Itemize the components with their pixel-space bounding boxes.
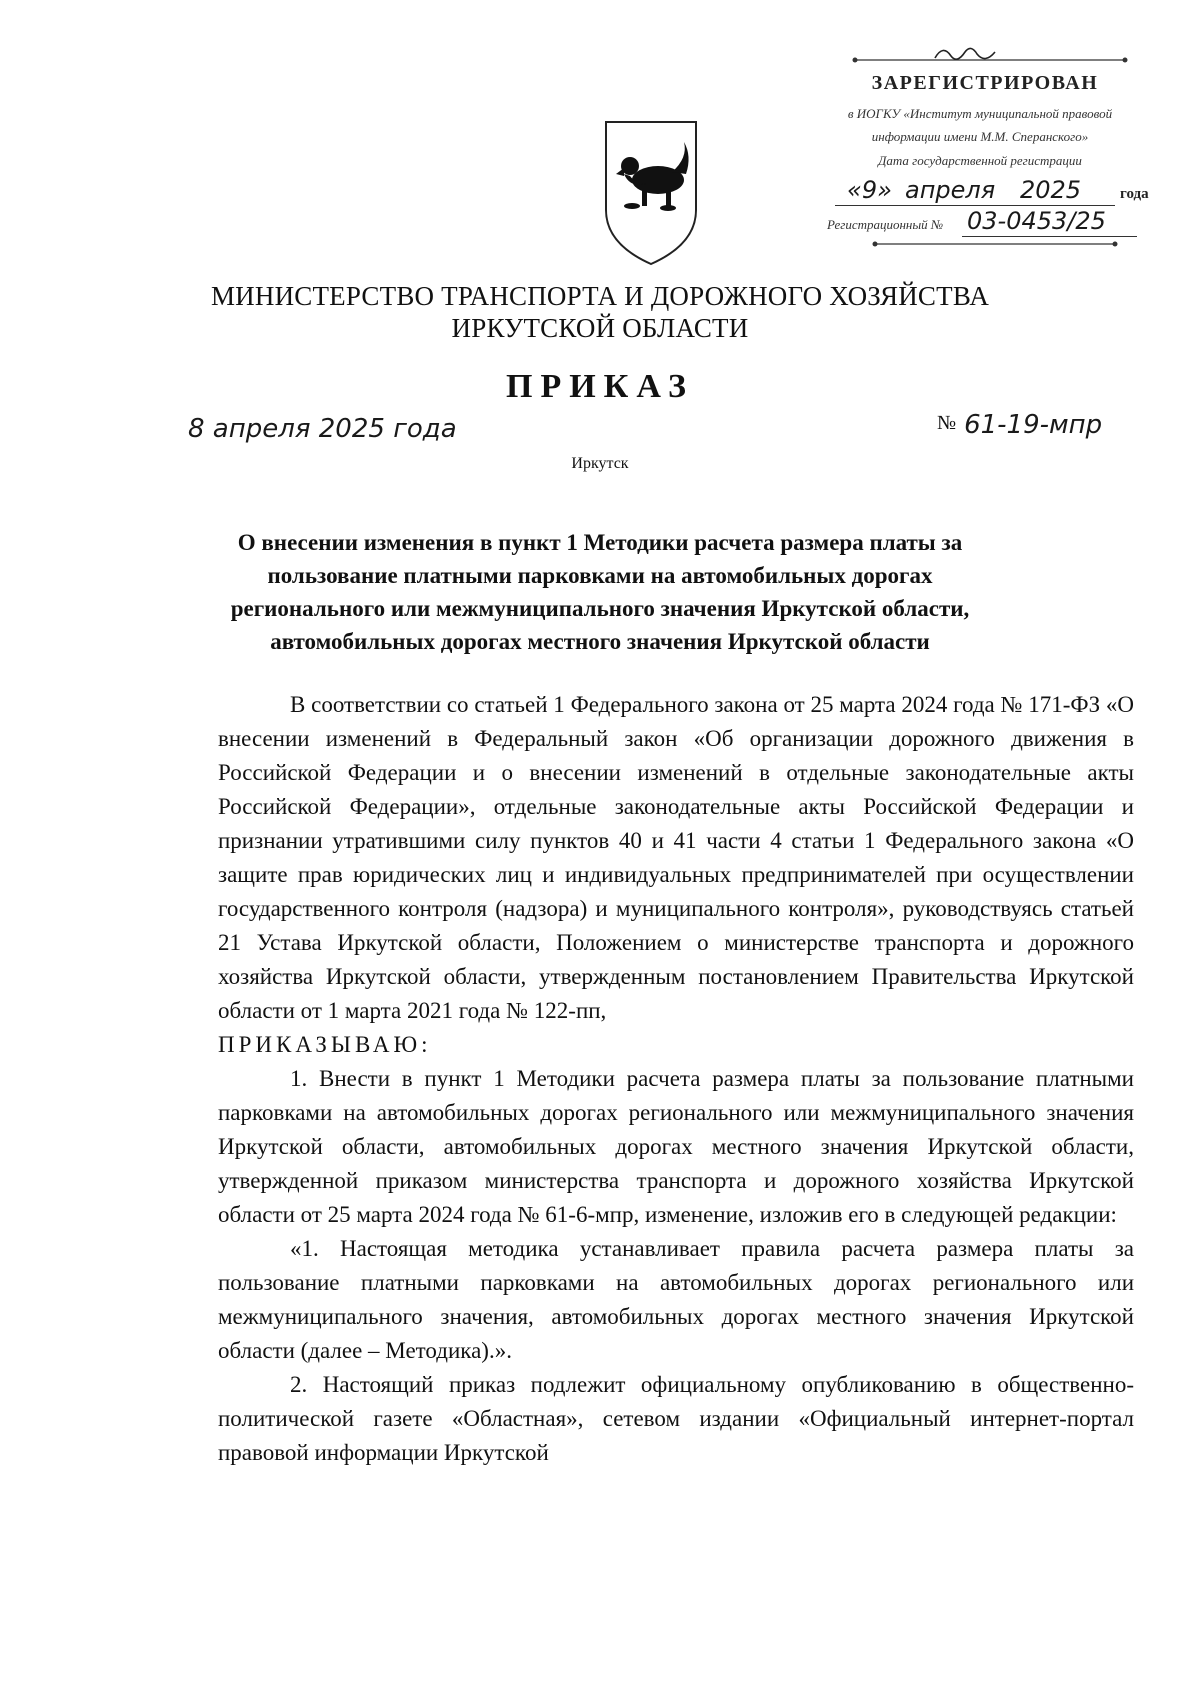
coat-of-arms-emblem xyxy=(602,118,700,266)
subject-line-4: автомобильных дорогах местного значения Иркутской области xyxy=(270,629,930,654)
stamp-date-year: 2025 xyxy=(1020,176,1082,204)
item-1-quote-paragraph: «1. Настоящая методика устанавливает правила расчета размера платы за пользование платными парковками на автомобильных дорогах регионального или межмуниципального значения, автомобильных дорогах местного значения Иркутской области (далее – Методика).». xyxy=(218,1236,1134,1363)
ministry-name xyxy=(0,280,1200,344)
item-1-paragraph: 1. Внести в пункт 1 Методики расчета размера платы за пользование платными парковками на автомобильных дорогах регионального или межмуниципального значения Иркутской области, автомобильных дорогах местного значения Иркутской области, утвержденной приказом министерства транспорта и дорожного хозяйства Иркутской области от 25 марта 2024 года № 61-6-мпр, изменение, изложив его в следующей редакции: xyxy=(218,1066,1134,1227)
stamp-institute-name: информации имени М.М. Сперанского» xyxy=(871,129,1089,144)
stamp-registration-date-label: Дата государственной регистрации xyxy=(878,153,1082,168)
handwritten-order-number: 61-19-мпр xyxy=(964,410,1103,440)
number-sign: № xyxy=(937,412,957,434)
city-name: Иркутск xyxy=(571,455,629,472)
stamp-reg-underline xyxy=(962,236,1137,237)
stamp-reg-label: Регистрационный № xyxy=(827,217,944,232)
subject-line-3: регионального или межмуниципального значения Иркутской области, xyxy=(230,596,970,621)
stamp-date-day: «9» xyxy=(847,176,892,204)
document-type-title: ПРИКАЗ xyxy=(506,368,694,405)
stamp-reg-row xyxy=(827,207,1147,237)
stamp-title: ЗАРЕГИСТРИРОВАН xyxy=(871,72,1099,94)
subject-line-1: О внесении изменения в пункт 1 Методики расчета размера платы за xyxy=(237,530,963,555)
handwritten-date: 8 апреля 2025 года xyxy=(188,414,457,444)
order-number xyxy=(937,410,1102,440)
registration-stamp xyxy=(815,44,1149,259)
stamp-date-suffix: года xyxy=(1120,186,1149,202)
order-body xyxy=(218,688,1134,1470)
ministry-line-1: МИНИСТЕРСТВО ТРАНСПОРТА И ДОРОЖНОГО ХОЗЯЙСТВА xyxy=(210,281,990,311)
item-2-paragraph: 2. Настоящий приказ подлежит официальному опубликованию в общественно-политической газете «Областная», сетевом издании «Официальный интернет-портал правовой информации Иркутской xyxy=(218,1372,1134,1465)
order-word: ПРИКАЗЫВАЮ: xyxy=(218,1032,432,1057)
preamble-paragraph: В соответствии со статьей 1 Федерального закона от 25 марта 2024 года № 171-ФЗ «О внесении изменений в Федеральный закон «Об организации дорожного движения в Российской Федерации и о внесении изменений в отдельные законодательные акты Российской Федерации», отдельные законодательные акты Российской Федерации и признании утратившими силу пунктов 40 и 41 части 4 статьи 1 Федерального закона «О защите прав юридических лиц и индивидуальных предпринимателей при осуществлении государственного контроля (надзора) и муниципального контроля», руководствуясь статьей 21 Устава Иркутской области, Положением о министерстве транспорта и дорожного хозяйства Иркутской области, утвержденным постановлением Правительства Иркутской области от 1 марта 2021 года № 122-пп, xyxy=(218,692,1134,1023)
stamp-institute-line: в ИОГКУ «Институт муниципальной правовой xyxy=(847,106,1113,121)
stamp-date-underline xyxy=(835,205,1115,206)
stamp-reg-number: 03-0453/25 xyxy=(967,207,1106,235)
ministry-line-2: ИРКУТСКОЙ ОБЛАСТИ xyxy=(451,313,749,343)
subject-line-2: пользование платными парковками на автомобильных дорогах xyxy=(267,563,933,588)
stamp-date-row xyxy=(835,176,1149,206)
order-subject xyxy=(200,526,1000,658)
stamp-date-month: апреля xyxy=(905,176,996,204)
